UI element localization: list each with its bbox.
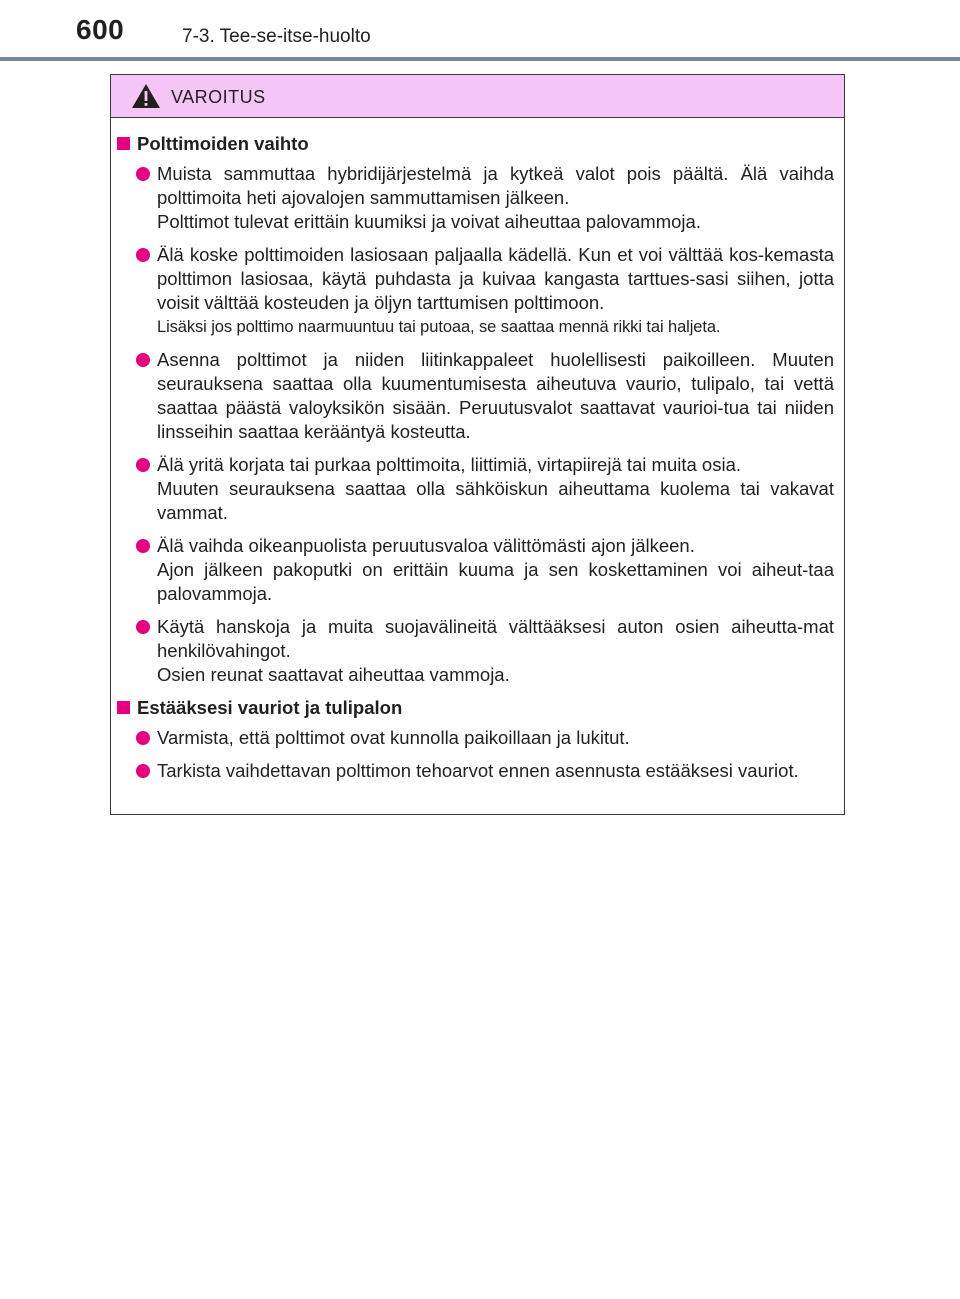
list-item [115,759,836,783]
warning-triangle-icon [131,83,161,109]
item-note: Muuten seurauksena saattaa olla sähköiskun aiheuttama kuolema tai vakavat vammat. [157,478,834,523]
square-bullet-icon [117,701,130,714]
bullet-icon [136,764,150,778]
bullet-icon [136,620,150,634]
bullet-icon [136,167,150,181]
page-number: 600 [76,14,125,45]
bullet-icon [136,731,150,745]
item-text: Muista sammuttaa hybridijärjestelmä ja kytkeä valot pois päältä. Älä vaihda polttimoita heti ajovalojen sammuttamisen jälkeen. [157,163,834,208]
list-item [115,348,836,444]
item-note: Polttimot tulevat erittäin kuumiksi ja voivat aiheuttaa palovammoja. [157,211,701,232]
page-header [0,0,960,62]
list-item [115,453,836,525]
list-item [115,534,836,606]
warning-box [110,74,845,815]
item-text: Älä koske polttimoiden lasiosaan paljaalla kädellä. Kun et voi välttää kos-kemasta polttimon lasiosaa, käytä puhdasta ja kuivaa kangasta tarttues-sasi siihen, jotta voisit välttää kosteuden ja öljyn tarttumisen polttimoon. [157,244,834,313]
warning-header [111,75,844,118]
item-text: Asenna polttimot ja niiden liitinkappaleet huolellisesti paikoilleen. Muuten seurauksena saattaa olla kuumentumisesta aiheutuva vaurio, tulipalo, tai vettä saattaa päästä valoyksikön sisään. Peruutusvalot saattavat vaurioi-tua tai niiden linsseihin saattaa kerääntyä kosteutta. [157,349,834,442]
section-title: 7-3. Tee-se-itse-huolto [182,26,371,47]
item-text: Älä yritä korjata tai purkaa polttimoita, liittimiä, virtapiirejä tai muita osia. [157,454,742,475]
warning-body [111,118,844,783]
list-item [115,243,836,339]
list-item [115,615,836,687]
section-heading-text: Estääksesi vauriot ja tulipalon [137,697,403,718]
item-note: Osien reunat saattavat aiheuttaa vammoja. [157,664,510,685]
bullet-icon [136,458,150,472]
item-text: Käytä hanskoja ja muita suojavälineitä välttääksesi auton osien aiheutta-mat henkilövahingot. [157,616,834,661]
item-note: Ajon jälkeen pakoputki on erittäin kuuma ja sen koskettaminen voi aiheut-taa palovammoja. [157,559,834,604]
section-heading-text: Polttimoiden vaihto [137,133,309,154]
item-note: Lisäksi jos polttimo naarmuuntuu tai putoaa, se saattaa mennä rikki tai haljeta. [157,318,721,336]
bullet-icon [136,353,150,367]
bullet-icon [136,248,150,262]
warning-label: VAROITUS [171,87,266,107]
section-heading [115,696,836,720]
item-text: Älä vaihda oikeanpuolista peruutusvaloa välittömästi ajon jälkeen. [157,535,695,556]
item-text: Tarkista vaihdettavan polttimon tehoarvot ennen asennusta estääksesi vauriot. [157,760,799,781]
header-rule [0,57,960,61]
square-bullet-icon [117,137,130,150]
bullet-icon [136,539,150,553]
item-text: Varmista, että polttimot ovat kunnolla paikoillaan ja lukitut. [157,727,630,748]
list-item [115,162,836,234]
list-item [115,726,836,750]
section-heading [115,132,836,156]
